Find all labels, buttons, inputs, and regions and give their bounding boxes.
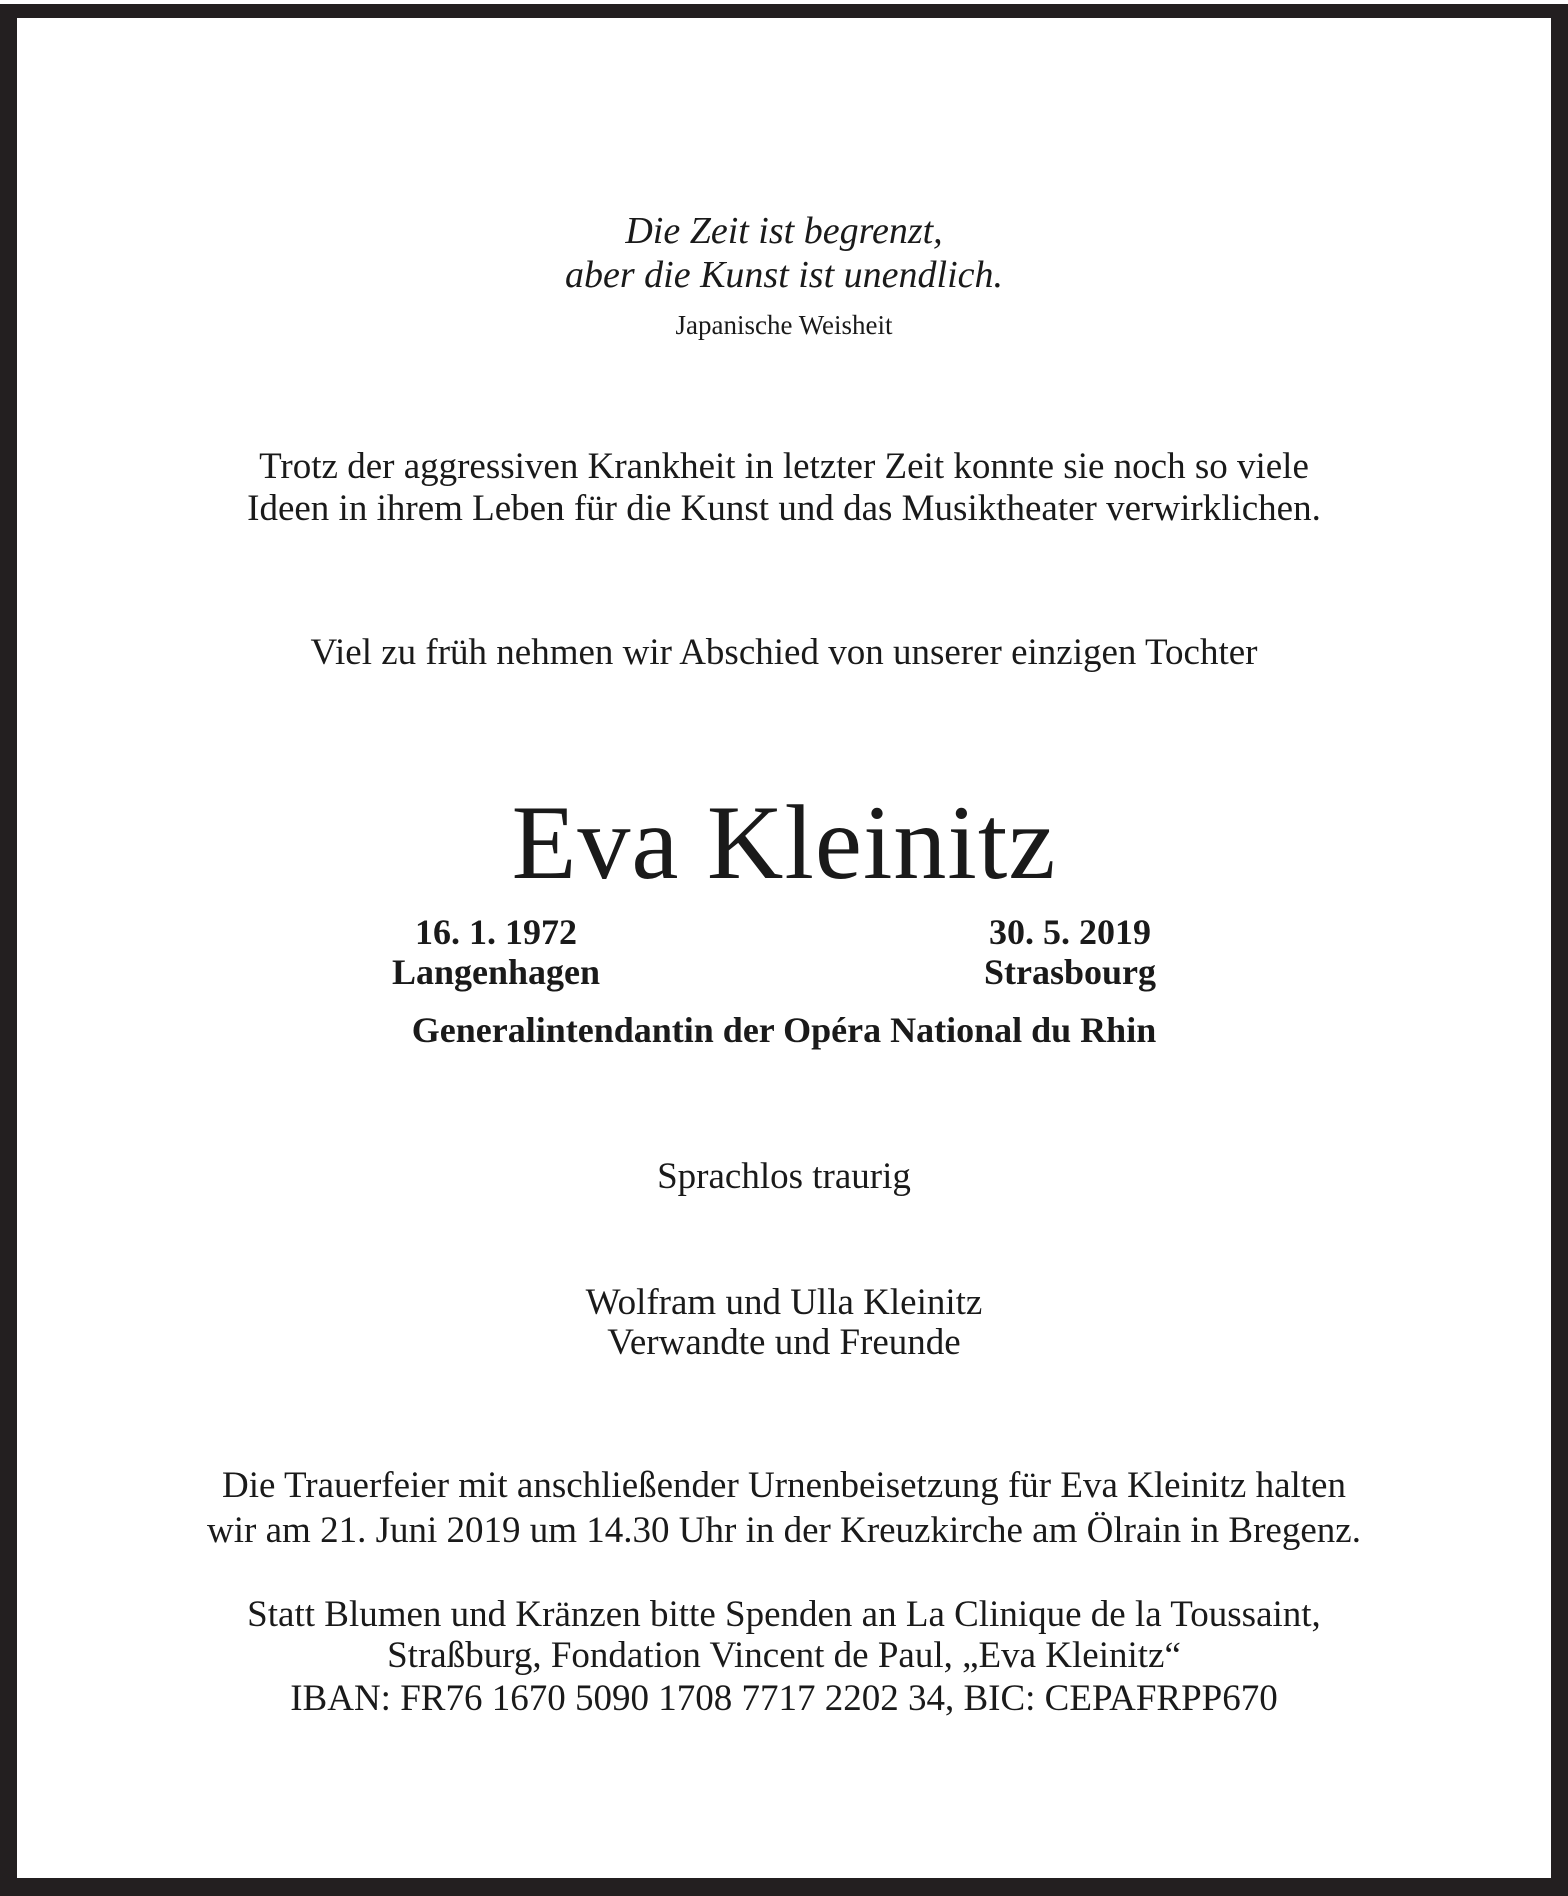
ceremony-line-1: Die Trauerfeier mit anschließender Urnenbeisetzung für Eva Kleinitz halten bbox=[222, 1465, 1346, 1506]
donation-line-1: Statt Blumen und Kränzen bitte Spenden an La Clinique de la Toussaint, bbox=[247, 1594, 1321, 1635]
quote-attribution: Japanische Weisheit bbox=[675, 310, 893, 340]
deceased-name: Eva Kleinitz bbox=[511, 784, 1057, 901]
intro-line-1: Trotz der aggressiven Krankheit in letzter Zeit konnte sie noch so viele bbox=[259, 446, 1309, 487]
farewell-text: Viel zu früh nehmen wir Abschied von unserer einzigen Tochter bbox=[310, 632, 1258, 673]
quote-line-2: aber die Kunst ist unendlich. bbox=[564, 254, 1004, 296]
ceremony-line-2: wir am 21. Juni 2019 um 14.30 Uhr in der Kreuzkirche am Ölrain in Bregenz. bbox=[207, 1510, 1361, 1551]
mourning-text: Sprachlos traurig bbox=[657, 1156, 911, 1197]
death-date: 30. 5. 2019 bbox=[989, 912, 1151, 952]
mourners-line-2: Verwandte und Freunde bbox=[607, 1322, 961, 1363]
birth-date: 16. 1. 1972 bbox=[415, 912, 577, 952]
death-place: Strasbourg bbox=[983, 952, 1157, 992]
birth-place: Langenhagen bbox=[391, 952, 601, 992]
intro-line-2: Ideen in ihrem Leben für die Kunst und das Musiktheater verwirklichen. bbox=[247, 488, 1321, 529]
donation-bank-details: IBAN: FR76 1670 5090 1708 7717 2202 34, BIC: CEPAFRPP670 bbox=[290, 1678, 1278, 1719]
mourners-line-1: Wolfram und Ulla Kleinitz bbox=[585, 1282, 983, 1323]
quote-line-1: Die Zeit ist begrenzt, bbox=[625, 210, 943, 252]
deceased-title: Generalintendantin der Opéra National du Rhin bbox=[411, 1010, 1157, 1050]
donation-line-2: Straßburg, Fondation Vincent de Paul, „Eva Kleinitz“ bbox=[387, 1635, 1181, 1676]
